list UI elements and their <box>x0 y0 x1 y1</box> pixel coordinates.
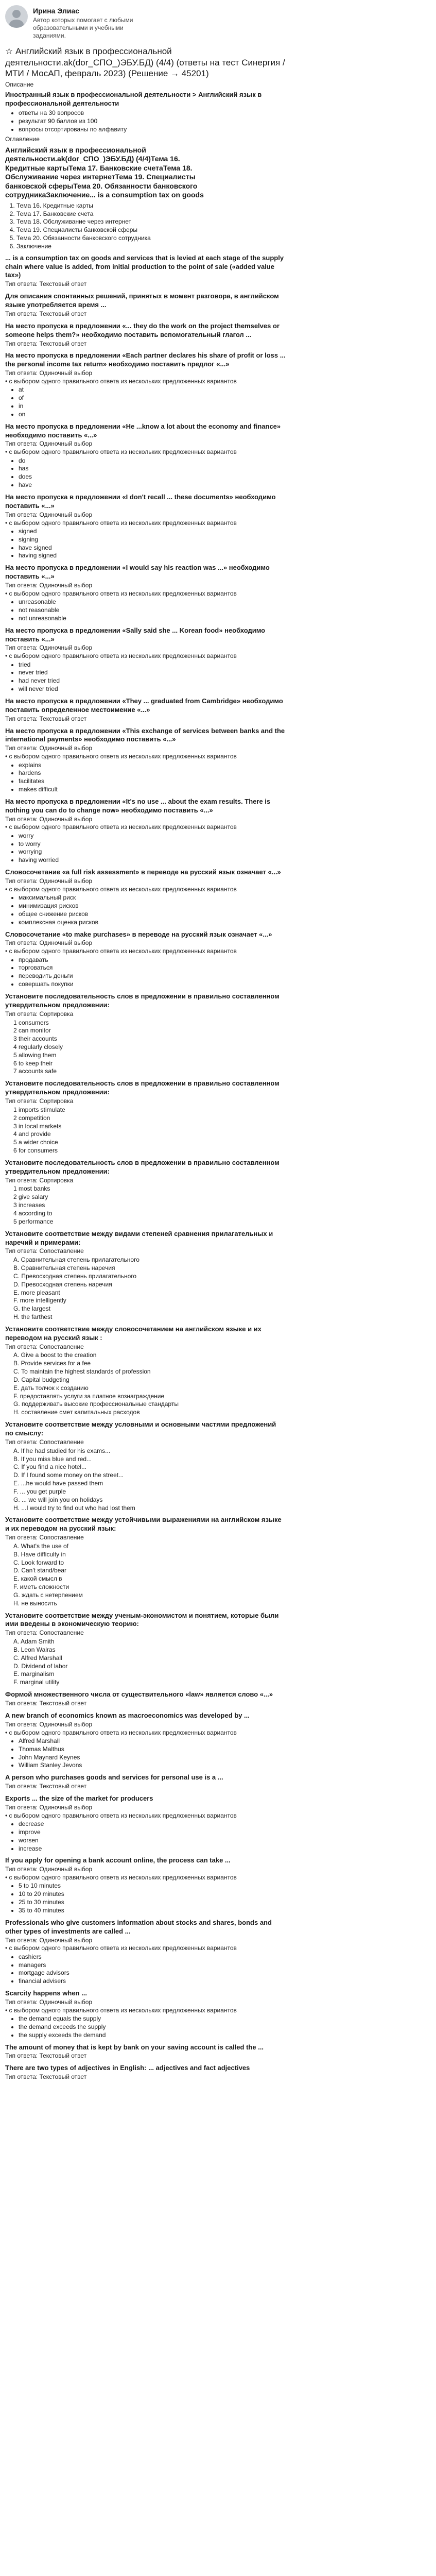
question-item <box>5 1325 431 1417</box>
answer-option: • do <box>19 457 431 465</box>
toc-item[interactable]: 3. Тема 18. Обслуживание через интернет <box>16 218 431 226</box>
question-text: Формой множественного числа от существительного «law» является слово «...» <box>5 1690 273 1699</box>
question-text: На место пропуска в предложении «Sally said she ... Korean food» необходимо поставить «...» <box>5 626 266 643</box>
toc-item[interactable]: 2. Тема 17. Банковские счета <box>16 210 431 218</box>
author-block <box>5 0 431 44</box>
answer-option: F. more intelligently <box>13 1297 66 1304</box>
answer-option: E. дать толчок к созданию <box>13 1384 89 1392</box>
answer-option: 1 imports stimulate <box>13 1106 65 1113</box>
answer-option: • at <box>19 386 431 394</box>
question-text: Установите соответствие между ученым-экономистом и понятием, которые были ими введены в экономическую теорию: <box>5 1611 279 1628</box>
answer-option: • had never tried <box>19 677 431 685</box>
answer-option: 6 to keep their <box>13 1059 53 1067</box>
question-text: На место пропуска в предложении «Each partner declares his share of profit or loss ... the personal income tax return» необходимо поставить предлог «...» <box>5 351 286 368</box>
answer-note: • с выбором одного правильного ответа из нескольких предложенных вариантов <box>5 2006 237 2014</box>
answer-type: Тип ответа: Одиночный выбор <box>5 1936 93 1944</box>
question-text: Установите последовательность слов в предложении в правильно составленном утвердительном предложении: <box>5 1079 280 1096</box>
answer-options <box>12 1737 431 1770</box>
question-text: Установите последовательность слов в предложении в правильно составленном утвердительном предложении: <box>5 992 280 1009</box>
answer-option: A. If he had studied for his exams... <box>13 1447 111 1454</box>
answer-option: • to worry <box>19 840 431 849</box>
description-label: Описание <box>5 81 34 89</box>
answer-type: Тип ответа: Текстовый ответ <box>5 2052 87 2060</box>
questions-list <box>5 254 431 2081</box>
answer-type: Тип ответа: Одиночный выбор <box>5 815 93 823</box>
stats-item: • ответы на 30 вопросов <box>19 109 431 117</box>
avatar[interactable] <box>5 5 28 28</box>
answer-type: Тип ответа: Сопоставление <box>5 1534 84 1541</box>
question-item <box>5 1612 431 1687</box>
answer-type: Тип ответа: Одиночный выбор <box>5 1998 93 2006</box>
answer-options <box>12 2015 431 2039</box>
answer-option: • 5 to 10 minutes <box>19 1882 431 1890</box>
answer-option: B. Leon Walras <box>13 1646 56 1653</box>
answer-option: E. какой смысл в <box>13 1575 62 1583</box>
answer-type: Тип ответа: Сопоставление <box>5 1629 84 1637</box>
answer-option: • комплексная оценка рисков <box>19 919 431 927</box>
answer-option: F. ... you get purple <box>13 1487 66 1495</box>
answer-option: D. Превосходная степень наречия <box>13 1280 112 1288</box>
answer-option: • the supply exceeds the demand <box>19 2031 431 2040</box>
answer-type: Тип ответа: Сопоставление <box>5 1438 84 1446</box>
answer-option: D. If I found some money on the street... <box>13 1471 124 1479</box>
answer-options <box>12 1953 431 1986</box>
answer-option: 7 accounts safe <box>13 1067 57 1075</box>
question-item <box>5 1420 431 1512</box>
question-item <box>5 868 431 926</box>
answer-option: • makes difficult <box>19 786 431 794</box>
question-text: There are two types of adjectives in English: ... adjectives and fact adjectives <box>5 2064 250 2072</box>
answer-options <box>8 1106 431 1155</box>
question-text: На место пропуска в предложении «... they do the work on the project themselves or someone helps them?» необходимо поставить вспомогательный глагол ... <box>5 321 280 338</box>
answer-type: Тип ответа: Текстовый ответ <box>5 280 87 288</box>
answer-option: C. To maintain the highest standards of profession <box>13 1368 151 1376</box>
question-item <box>5 351 431 418</box>
answer-option: 1 most banks <box>13 1185 50 1193</box>
question-item <box>5 798 431 865</box>
answer-option: • 25 to 30 minutes <box>19 1899 431 1907</box>
toc-item[interactable]: 1. Тема 16. Кредитные карты <box>16 202 431 210</box>
question-item <box>5 1690 431 1708</box>
question-text: A new branch of economics known as macroeconomics was developed by ... <box>5 1711 250 1719</box>
answer-option: • improve <box>19 1828 431 1837</box>
answer-option: • Alfred Marshall <box>19 1737 431 1745</box>
answer-option: • of <box>19 394 431 402</box>
answer-option: • 10 to 20 minutes <box>19 1890 431 1899</box>
answer-type: Тип ответа: Одиночный выбор <box>5 581 93 589</box>
answer-options <box>12 1882 431 1914</box>
answer-options <box>8 1019 431 1076</box>
answer-option: • having worried <box>19 856 431 865</box>
answer-option: • William Stanley Jevons <box>19 1761 431 1770</box>
answer-option: • worsen <box>19 1837 431 1845</box>
answer-option: C. Превосходная степень прилагательного <box>13 1272 137 1280</box>
question-item <box>5 422 431 489</box>
answer-type: Тип ответа: Сортировка <box>5 1010 74 1018</box>
answer-option: • cashiers <box>19 1953 431 1961</box>
question-text: A person who purchases goods and services for personal use is a ... <box>5 1773 223 1782</box>
question-item <box>5 1919 431 1986</box>
answer-options <box>12 1820 431 1853</box>
answer-option: E. more pleasant <box>13 1289 60 1296</box>
answer-option: 2 give salary <box>13 1193 48 1201</box>
answer-option: 5 allowing them <box>13 1051 57 1059</box>
author-name[interactable]: Ирина Элиас <box>33 7 80 15</box>
answer-note: • с выбором одного правильного ответа из нескольких предложенных вариантов <box>5 753 237 760</box>
course-heading: Иностранный язык в профессиональной деятельности > Английский язык в профессиональной деятельности <box>5 91 262 108</box>
question-text: На место пропуска в предложении «He ...know a lot about the economy and finance» необходимо поставить «...» <box>5 422 281 439</box>
answer-type: Тип ответа: Текстовый ответ <box>5 715 87 722</box>
question-item <box>5 1794 431 1853</box>
toc-label: Оглавление <box>5 135 40 143</box>
answer-option: • переводить деньги <box>19 972 431 980</box>
user-icon <box>5 5 28 28</box>
toc-item[interactable]: 5. Тема 20. Обязанности банковского сотрудника <box>16 234 431 243</box>
answer-type: Тип ответа: Сортировка <box>5 1176 74 1184</box>
question-item <box>5 2043 431 2061</box>
question-item <box>5 1856 431 1914</box>
answer-options <box>12 894 431 926</box>
question-text: Установите соответствие между устойчивыми выражениями на английском языке и их переводом на русский язык: <box>5 1516 282 1533</box>
author-description: Автор которых помогает с любыми образовательными и учебными заданиями. <box>33 16 133 40</box>
answer-type: Тип ответа: Одиночный выбор <box>5 1803 93 1811</box>
answer-option: 4 and provide <box>13 1130 51 1138</box>
answer-note: • с выбором одного правильного ответа из нескольких предложенных вариантов <box>5 885 237 893</box>
stats-list <box>13 109 431 133</box>
question-text: Установите последовательность слов в предложении в правильно составленном утвердительном предложении: <box>5 1158 280 1175</box>
answer-option: • have <box>19 481 431 489</box>
answer-options <box>8 1447 431 1513</box>
answer-option: 3 their accounts <box>13 1035 57 1043</box>
answer-option: • increase <box>19 1845 431 1853</box>
answer-option: • decrease <box>19 1820 431 1828</box>
answer-option: B. Сравнительная степень наречия <box>13 1264 115 1272</box>
answer-note: • с выбором одного правильного ответа из нескольких предложенных вариантов <box>5 519 237 527</box>
answer-options <box>12 761 431 794</box>
answer-note: • с выбором одного правильного ответа из нескольких предложенных вариантов <box>5 448 237 456</box>
answer-option: H. составление смет капитальных расходов <box>13 1409 140 1416</box>
contents-heading: Английский язык в профессиональной деятельности.ak(dor_СПО_)ЭБУ.БД) (4/4)Тема 16. Кредитные картыТема 17. Банковские счетаТема 18. Обслуживание через интернетТема 19. Специалисты банковской сферыТема 20. Обязанности банковского сотрудникаЗаключение... is a consumption tax on goods <box>5 145 204 199</box>
question-item <box>5 254 431 289</box>
answer-options <box>12 956 431 989</box>
answer-options <box>12 598 431 622</box>
answer-option: • not unreasonable <box>19 615 431 623</box>
answer-type: Тип ответа: Текстовый ответ <box>5 340 87 347</box>
answer-option: • максимальный риск <box>19 894 431 902</box>
answer-note: • с выбором одного правильного ответа из нескольких предложенных вариантов <box>5 823 237 831</box>
answer-option: A. What's the use of <box>13 1542 69 1550</box>
question-text: На место пропуска в предложении «This exchange of services between banks and the international payments» необходимо поставить «...» <box>5 726 285 743</box>
question-text: Scarcity happens when ... <box>5 1989 87 1997</box>
answer-option: B. Have difficulty in <box>13 1550 66 1558</box>
answer-note: • с выбором одного правильного ответа из нескольких предложенных вариантов <box>5 1728 237 1736</box>
answer-option: • never tried <box>19 669 431 677</box>
answer-option: • hardens <box>19 769 431 777</box>
answer-option: A. Adam Smith <box>13 1638 55 1646</box>
toc-item[interactable]: 4. Тема 19. Специалисты банковской сферы <box>16 226 431 234</box>
answer-option: • Thomas Malthus <box>19 1745 431 1754</box>
answer-option: 3 increases <box>13 1201 45 1209</box>
answer-option: • facilitates <box>19 777 431 786</box>
answer-option: • signing <box>19 536 431 544</box>
answer-option: E. marginalism <box>13 1670 55 1678</box>
answer-option: G. ждать с нетерпением <box>13 1591 83 1599</box>
question-item <box>5 992 431 1076</box>
answer-option: • торговаться <box>19 964 431 972</box>
answer-option: A. Give a boost to the creation <box>13 1351 97 1359</box>
answer-option: 6 for consumers <box>13 1147 58 1155</box>
answer-option: • общее снижение рисков <box>19 910 431 919</box>
answer-option: F. иметь сложности <box>13 1583 69 1591</box>
answer-option: • worrying <box>19 848 431 856</box>
answer-option: H. ...I would try to find out who had lost them <box>13 1504 135 1512</box>
answer-type: Тип ответа: Одиночный выбор <box>5 440 93 448</box>
answer-type: Тип ответа: Сортировка <box>5 1097 74 1105</box>
answer-option: • the demand equals the supply <box>19 2015 431 2023</box>
answer-note: • с выбором одного правильного ответа из нескольких предложенных вариантов <box>5 652 237 660</box>
answer-type: Тип ответа: Одиночный выбор <box>5 511 93 518</box>
question-text: Установите соответствие между словосочетанием на английском языке и их переводом на русский язык : <box>5 1325 261 1342</box>
stats-item: • вопросы отсортированы по алфавиту <box>19 126 431 134</box>
question-item <box>5 626 431 693</box>
question-text: Professionals who give customers information about stocks and shares, bonds and other types of investments are called ... <box>5 1918 272 1935</box>
answer-option: B. Provide services for a fee <box>13 1360 91 1367</box>
answer-options <box>8 1185 431 1226</box>
answer-option: • explains <box>19 761 431 770</box>
answer-option: • tried <box>19 661 431 669</box>
answer-type: Тип ответа: Сопоставление <box>5 1247 84 1255</box>
answer-type: Тип ответа: Сопоставление <box>5 1343 84 1350</box>
answer-option: 5 a wider choice <box>13 1139 58 1146</box>
answer-option: • in <box>19 402 431 411</box>
answer-option: A. Сравнительная степень прилагательного <box>13 1256 139 1264</box>
answer-option: • financial advisers <box>19 1977 431 1986</box>
page-title: ☆ Английский язык в профессиональной деятельности.ak(dor_СПО_)ЭБУ.БД) (4/4) (ответы на тест Синергия / МТИ / МосАП, февраль 2023) (Решение → 45201) <box>5 46 285 78</box>
answer-option: G. поддерживать высокие профессиональные стандарты <box>13 1400 179 1408</box>
answer-type: Тип ответа: Одиночный выбор <box>5 939 93 947</box>
answer-option: • not reasonable <box>19 606 431 615</box>
answer-option: 1 consumers <box>13 1019 49 1026</box>
answer-option: E. ...he would have passed them <box>13 1480 103 1487</box>
question-item <box>5 322 431 348</box>
question-item <box>5 697 431 723</box>
question-item <box>5 2064 431 2081</box>
answer-type: Тип ответа: Одиночный выбор <box>5 644 93 652</box>
answer-option: • has <box>19 465 431 473</box>
answer-option: • продавать <box>19 956 431 964</box>
question-item <box>5 1230 431 1321</box>
table-of-contents <box>5 202 431 251</box>
question-text: Для описания спонтанных решений, принятых в момент разговора, в английском языке употребляется время ... <box>5 292 279 309</box>
answer-option: • worry <box>19 832 431 840</box>
answer-note: • с выбором одного правильного ответа из нескольких предложенных вариантов <box>5 1874 237 1882</box>
question-text: If you apply for opening a bank account online, the process can take ... <box>5 1856 231 1865</box>
question-text: ... is a consumption tax on goods and services that is levied at each stage of the supply chain where value is added, from initial production to the point of sale («added value tax») <box>5 253 284 279</box>
answer-option: • unreasonable <box>19 598 431 606</box>
answer-option: • will never tried <box>19 685 431 693</box>
question-item <box>5 1079 431 1155</box>
question-text: На место пропуска в предложении «I don't recall ... these documents» необходимо поставить «...» <box>5 493 276 510</box>
question-text: Словосочетание «a full risk assessment» в переводе на русский язык означает «...» <box>5 868 281 876</box>
question-text: На место пропуска в предложении «They ... graduated from Cambridge» необходимо поставить определенное местоимение «...» <box>5 697 283 714</box>
answer-option: • managers <box>19 1961 431 1970</box>
answer-options <box>8 1256 431 1321</box>
question-text: Установите соответствие между видами степеней сравнения прилагательных и наречий и примерами: <box>5 1229 273 1246</box>
answer-option: C. Look forward to <box>13 1558 64 1566</box>
answer-type: Тип ответа: Одиночный выбор <box>5 1866 93 1873</box>
answer-options <box>12 528 431 560</box>
answer-option: • having signed <box>19 552 431 560</box>
answer-option: C. Alfred Marshall <box>13 1654 62 1662</box>
answer-note: • с выбором одного правильного ответа из нескольких предложенных вариантов <box>5 1811 237 1819</box>
answer-option: H. не выносить <box>13 1599 57 1607</box>
answer-option: • have signed <box>19 544 431 552</box>
answer-option: • on <box>19 411 431 419</box>
question-item <box>5 930 431 989</box>
answer-type: Тип ответа: Одиночный выбор <box>5 877 93 885</box>
toc-item[interactable]: 6. Заключение <box>16 243 431 251</box>
answer-options <box>8 1543 431 1608</box>
answer-option: • 35 to 40 minutes <box>19 1907 431 1915</box>
answer-option: 2 competition <box>13 1114 50 1122</box>
question-text: The amount of money that is kept by bank on your saving account is called the ... <box>5 2043 264 2051</box>
answer-type: Тип ответа: Текстовый ответ <box>5 2073 87 2081</box>
answer-option: D. Can't stand/bear <box>13 1567 67 1574</box>
question-item <box>5 1159 431 1226</box>
answer-note: • с выбором одного правильного ответа из нескольких предложенных вариантов <box>5 1944 237 1952</box>
question-item <box>5 1516 431 1607</box>
answer-option: G. the largest <box>13 1305 51 1313</box>
answer-options <box>12 832 431 865</box>
answer-options <box>8 1638 431 1687</box>
answer-type: Тип ответа: Текстовый ответ <box>5 1783 87 1790</box>
answer-type: Тип ответа: Одиночный выбор <box>5 744 93 752</box>
question-item <box>5 493 431 560</box>
answer-option: H. the farthest <box>13 1313 53 1321</box>
answer-options <box>8 1351 431 1417</box>
answer-type: Тип ответа: Одиночный выбор <box>5 369 93 377</box>
answer-option: • mortgage advisors <box>19 1969 431 1977</box>
answer-option: • минимизация рисков <box>19 902 431 910</box>
answer-type: Тип ответа: Текстовый ответ <box>5 310 87 317</box>
stats-item: • результат 90 баллов из 100 <box>19 117 431 126</box>
answer-option: C. If you find a nice hotel... <box>13 1463 87 1471</box>
answer-option: • совершать покупки <box>19 980 431 989</box>
answer-options <box>12 386 431 418</box>
answer-type: Тип ответа: Текстовый ответ <box>5 1700 87 1707</box>
question-text: Словосочетание «to make purchases» в переводе на русский язык означает «...» <box>5 930 272 938</box>
answer-note: • с выбором одного правильного ответа из нескольких предложенных вариантов <box>5 589 237 597</box>
answer-option: • signed <box>19 528 431 536</box>
answer-option: • does <box>19 473 431 481</box>
question-item <box>5 564 431 622</box>
answer-note: • с выбором одного правильного ответа из нескольких предложенных вариантов <box>5 377 237 385</box>
answer-options <box>12 661 431 693</box>
question-text: Exports ... the size of the market for producers <box>5 1794 153 1802</box>
answer-option: 3 in local markets <box>13 1122 62 1130</box>
answer-option: • John Maynard Keynes <box>19 1754 431 1762</box>
answer-option: • the demand exceeds the supply <box>19 2023 431 2031</box>
question-item <box>5 292 431 318</box>
answer-option: 4 according to <box>13 1209 53 1217</box>
answer-option: 5 performance <box>13 1217 54 1225</box>
answer-note: • с выбором одного правильного ответа из нескольких предложенных вариантов <box>5 947 237 955</box>
question-item <box>5 727 431 794</box>
answer-option: F. предоставлять услуги за платное вознаграждение <box>13 1392 165 1400</box>
answer-option: B. If you miss blue and red... <box>13 1455 92 1463</box>
answer-option: G. ... we will join you on holidays <box>13 1496 103 1503</box>
question-text: На место пропуска в предложении «I would say his reaction was ...» необходимо поставить «...» <box>5 564 270 581</box>
answer-option: D. Capital budgeting <box>13 1376 69 1383</box>
answer-options <box>12 457 431 489</box>
answer-option: 4 regularly closely <box>13 1043 63 1050</box>
question-text: На место пропуска в предложении «It's no use ... about the exam results. There is nothing you can do to change now» необходимо поставить «...» <box>5 797 271 814</box>
question-item <box>5 1711 431 1770</box>
question-item <box>5 1989 431 2040</box>
question-text: Установите соответствие между условными и основными частями предложений по смыслу: <box>5 1420 276 1437</box>
answer-option: F. marginal utility <box>13 1679 60 1686</box>
answer-option: D. Dividend of labor <box>13 1662 68 1670</box>
answer-type: Тип ответа: Одиночный выбор <box>5 1720 93 1728</box>
question-item <box>5 1773 431 1791</box>
answer-option: 2 can monitor <box>13 1027 51 1035</box>
